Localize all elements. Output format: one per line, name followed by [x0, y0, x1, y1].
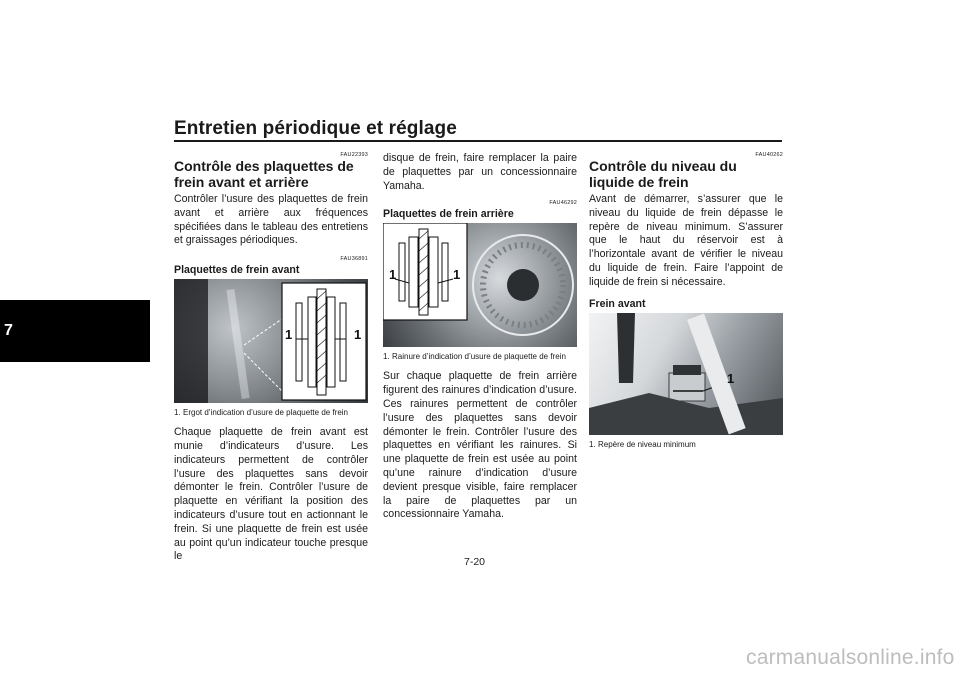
callout-number: 1: [727, 370, 735, 386]
reference-code: FAU40262: [755, 152, 783, 158]
front-brake-photo: [174, 279, 368, 403]
body-paragraph: Avant de démarrer, s’assurer que le niveau du liquide de frein dépasse le repère de niveau minimum. S’assurer que le haut du réservoir est à l’horizontale avant de vérifier le niveau du liquide de frein. Faire l’appoint de liquide de frein si nécessaire.: [589, 193, 783, 288]
section-heading: Contrôle des plaquettes de frein avant et arrière: [174, 158, 354, 190]
body-paragraph: Sur chaque plaquette de frein arrière figurent des rainures d’indication d’usure. Ces rainures permettent de contrôler l’usure des plaquettes sans devoir démonter le frein. Contrôler l’usure des plaquettes en vérifiant les rainures. Si une plaquette de frein est usée au point qu’une rainure d’indication d’usure devient presque visible, faire remplacer la paire de plaquettes par un concessionnaire Yamaha.: [383, 370, 577, 521]
section-heading: Contrôle du niveau du liquide de frein: [589, 158, 737, 190]
chapter-tab: [0, 300, 150, 362]
figure-caption: [174, 408, 368, 418]
figure-caption: [589, 440, 783, 450]
brake-reservoir-photo: [589, 313, 783, 435]
header-divider: [174, 140, 782, 142]
caption-text: Ergot d’indication d’usure de plaquette de frein: [183, 408, 348, 418]
continuation-paragraph: disque de frein, faire remplacer la paire de plaquettes par un concessionnaire Yamaha.: [383, 152, 577, 192]
subheading: Plaquettes de frein arrière: [383, 208, 514, 221]
subheading: Frein avant: [589, 297, 646, 310]
reference-code: FAU22393: [340, 152, 368, 158]
callout-number: 1: [285, 327, 293, 343]
callout-number: 1: [354, 327, 362, 343]
reference-code: FAU36891: [340, 256, 368, 263]
column-1: [174, 152, 368, 564]
caption-text: Rainure d’indication d’usure de plaquette de frein: [392, 352, 566, 362]
column-3: [589, 152, 783, 450]
caption-text: Repère de niveau minimum: [598, 439, 696, 449]
watermark: carmanualsonline.info: [746, 646, 955, 669]
body-paragraph: Chaque plaquette de frein avant est munie d’indicateurs d’usure. Les indicateurs permettent de contrôler l’usure des plaquettes sans devoir démonter le frein. Contrôler l’usure de plaquette en vérifiant la position des indicateurs d’usure tout en actionnant le frein. Si une plaquette de frein est usée au point qu’un indicateur touche presque le: [174, 426, 368, 563]
chapter-number: 7: [4, 322, 13, 339]
subheading: Plaquettes de frein avant: [174, 264, 300, 277]
pad-inset-diagram: [174, 279, 368, 403]
rear-brake-photo: [383, 223, 577, 347]
page-title: Entretien périodique et réglage: [174, 118, 457, 139]
reference-code: FAU46292: [549, 200, 577, 207]
caption-number: 1.: [383, 352, 390, 362]
caption-number: 1.: [589, 439, 596, 449]
callout-number: 1: [453, 267, 461, 283]
callout-number: 1: [389, 267, 397, 283]
column-2: [383, 152, 577, 522]
figure-caption: [383, 352, 577, 362]
page-number: 7-20: [464, 556, 486, 568]
intro-paragraph: Contrôler l’usure des plaquettes de frein avant et arrière aux fréquences spécifiées dans le tableau des entretiens et graissages périodiques.: [174, 193, 368, 247]
caption-number: 1.: [174, 408, 181, 418]
